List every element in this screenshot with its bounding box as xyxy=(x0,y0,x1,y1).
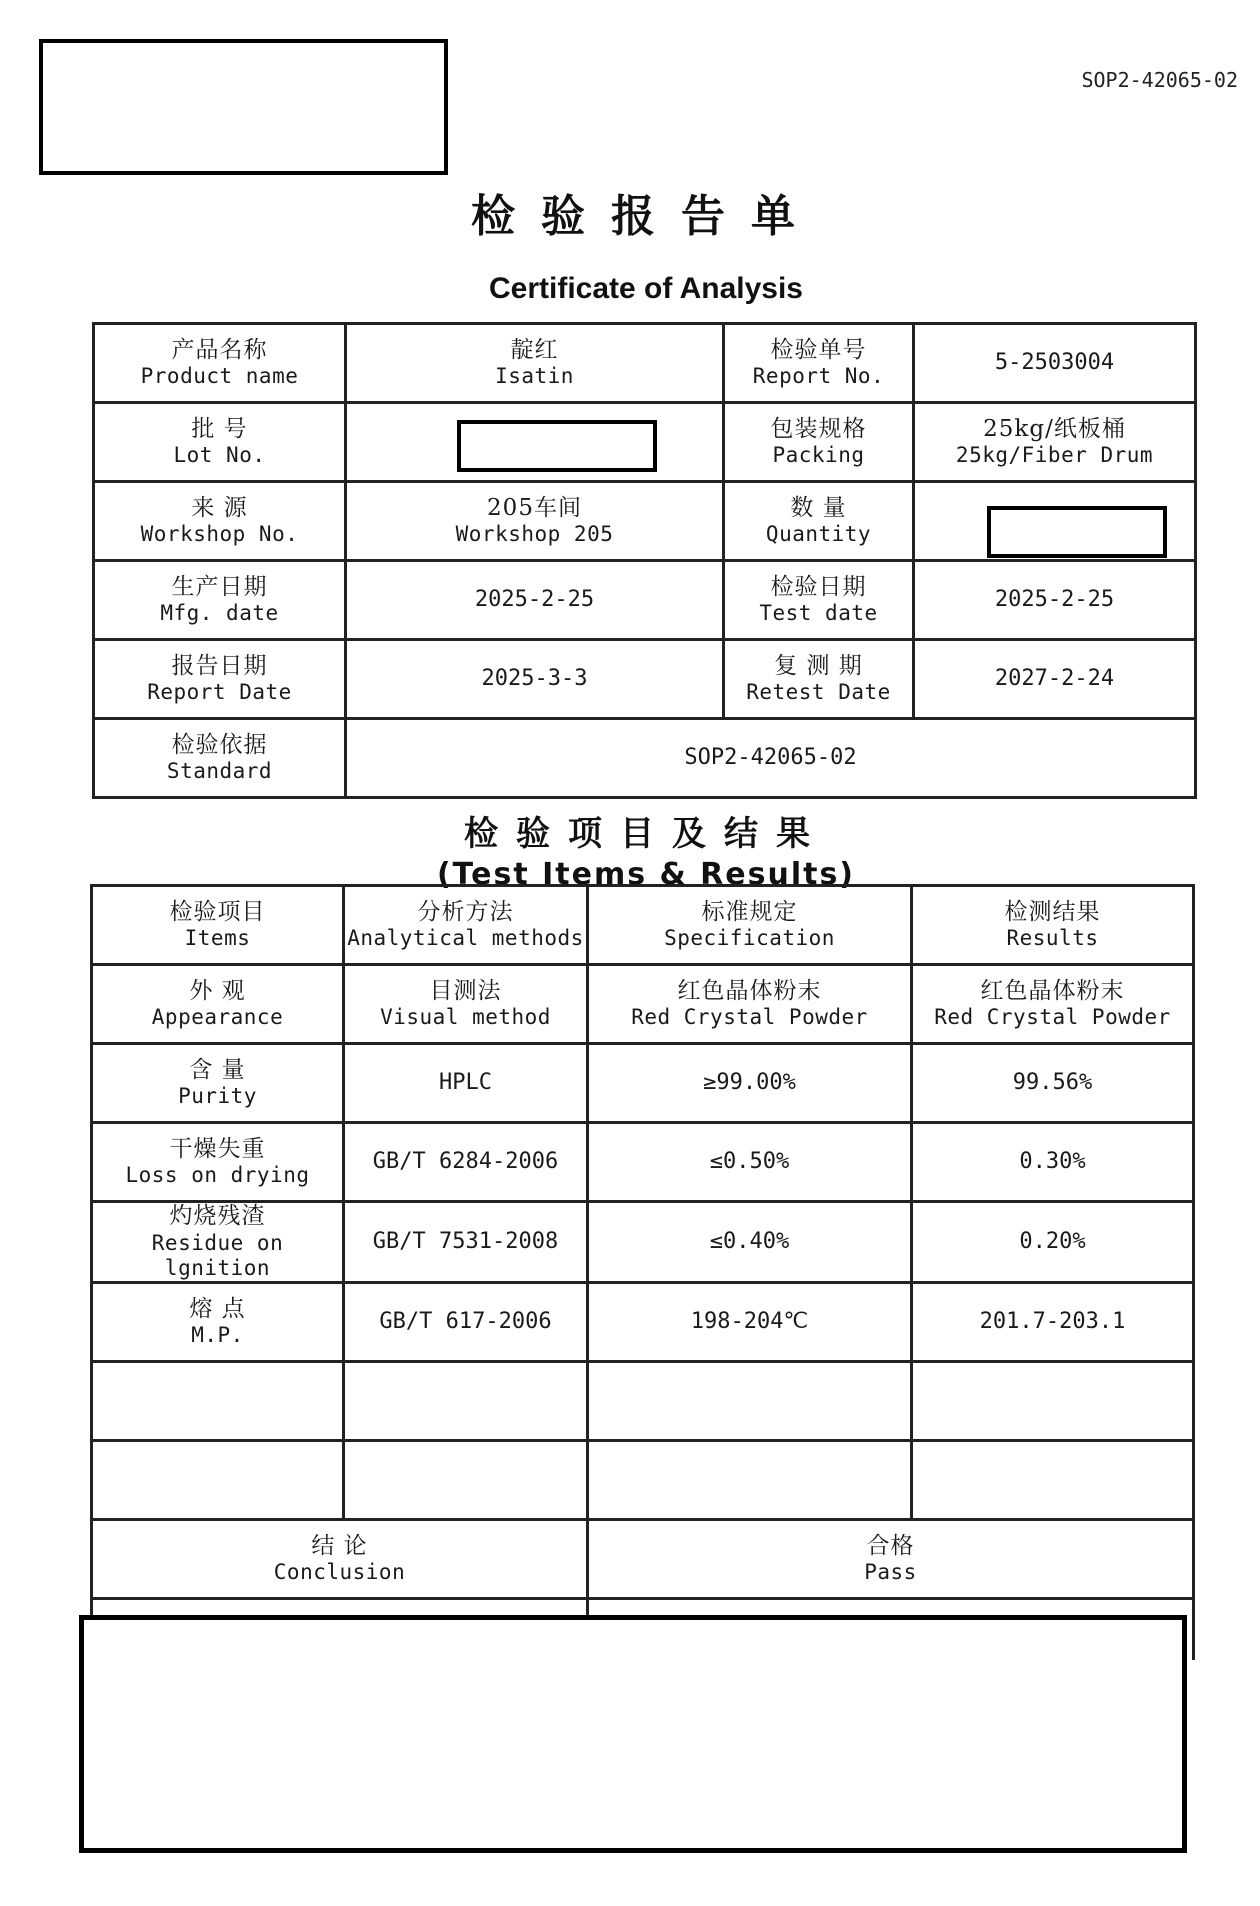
table-row xyxy=(94,324,1196,403)
table-row xyxy=(92,965,1194,1044)
results-title-en: (Test Items & Results) xyxy=(436,857,856,892)
method-cell: GB/T 6284-2006 xyxy=(344,1123,588,1202)
item-cell: 干燥失重 Loss on drying xyxy=(92,1123,344,1202)
table-row xyxy=(94,719,1196,798)
method-cell: GB/T 7531-2008 xyxy=(344,1202,588,1283)
table-row xyxy=(92,1282,1194,1361)
table-row xyxy=(94,561,1196,640)
product-name-value: 靛红 Isatin xyxy=(346,324,724,403)
spec-cell: 红色晶体粉末 Red Crystal Powder xyxy=(588,965,912,1044)
product-name-label: 产品名称 Product name xyxy=(94,324,346,403)
spec-cell: ≤0.40% xyxy=(588,1202,912,1283)
report-date-label: 报告日期 Report Date xyxy=(94,640,346,719)
standard-value: SOP2-42065-02 xyxy=(346,719,1196,798)
quantity-label: 数 量 Quantity xyxy=(724,482,914,561)
page-title-en: Certificate of Analysis xyxy=(489,272,803,305)
header-specification: 标准规定 Specification xyxy=(588,886,912,965)
packing-value: 25kg/纸板桶 25kg/Fiber Drum xyxy=(914,403,1196,482)
method-cell: GB/T 617-2006 xyxy=(344,1282,588,1361)
page-title-cn: 检验报告单 xyxy=(471,191,821,242)
item-cell: 灼烧残渣 Residue on lgnition xyxy=(92,1202,344,1283)
spec-cell: ≥99.00% xyxy=(588,1044,912,1123)
method-cell: HPLC xyxy=(344,1044,588,1123)
redacted-quantity-box xyxy=(987,506,1167,558)
result-cell: 红色晶体粉末 Red Crystal Powder xyxy=(912,965,1194,1044)
retest-date-value: 2027-2-24 xyxy=(914,640,1196,719)
lot-no-label: 批 号 Lot No. xyxy=(94,403,346,482)
method-cell: 目测法 Visual method xyxy=(344,965,588,1044)
result-cell: 0.20% xyxy=(912,1202,1194,1283)
workshop-value: 205车间 Workshop 205 xyxy=(346,482,724,561)
redacted-bottom-box xyxy=(79,1615,1187,1853)
product-info-table xyxy=(92,322,1197,799)
result-cell: 99.56% xyxy=(912,1044,1194,1123)
redacted-lot-box xyxy=(457,420,657,472)
table-header-row xyxy=(92,886,1194,965)
results-section-title xyxy=(0,806,1260,892)
test-date-value: 2025-2-25 xyxy=(914,561,1196,640)
results-title-cn: 检验项目及结果 xyxy=(464,814,828,854)
item-cell: 外 观 Appearance xyxy=(92,965,344,1044)
result-cell: 0.30% xyxy=(912,1123,1194,1202)
conclusion-value: 合格 Pass xyxy=(588,1519,1194,1598)
table-row xyxy=(92,1044,1194,1123)
conclusion-label: 结 论 Conclusion xyxy=(92,1519,588,1598)
spec-cell: ≤0.50% xyxy=(588,1123,912,1202)
header-items: 检验项目 Items xyxy=(92,886,344,965)
retest-date-label: 复 测 期 Retest Date xyxy=(724,640,914,719)
spec-cell: 198-204℃ xyxy=(588,1282,912,1361)
mfg-date-value: 2025-2-25 xyxy=(346,561,724,640)
conclusion-row xyxy=(92,1519,1194,1598)
result-cell: 201.7-203.1 xyxy=(912,1282,1194,1361)
packing-label: 包装规格 Packing xyxy=(724,403,914,482)
redacted-logo-box xyxy=(39,39,448,175)
table-row xyxy=(94,640,1196,719)
empty-row xyxy=(92,1361,1194,1440)
report-date-value: 2025-3-3 xyxy=(346,640,724,719)
header-results: 检测结果 Results xyxy=(912,886,1194,965)
empty-row xyxy=(92,1440,1194,1519)
standard-label: 检验依据 Standard xyxy=(94,719,346,798)
test-date-label: 检验日期 Test date xyxy=(724,561,914,640)
test-results-table xyxy=(90,884,1195,1660)
mfg-date-label: 生产日期 Mfg. date xyxy=(94,561,346,640)
header-methods: 分析方法 Analytical methods xyxy=(344,886,588,965)
workshop-label: 来 源 Workshop No. xyxy=(94,482,346,561)
item-cell: 熔 点 M.P. xyxy=(92,1282,344,1361)
item-cell: 含 量 Purity xyxy=(92,1044,344,1123)
report-no-value: 5-2503004 xyxy=(914,324,1196,403)
document-code: SOP2-42065-02 xyxy=(1081,68,1238,92)
report-no-label: 检验单号 Report No. xyxy=(724,324,914,403)
table-row xyxy=(92,1202,1194,1283)
table-row xyxy=(92,1123,1194,1202)
